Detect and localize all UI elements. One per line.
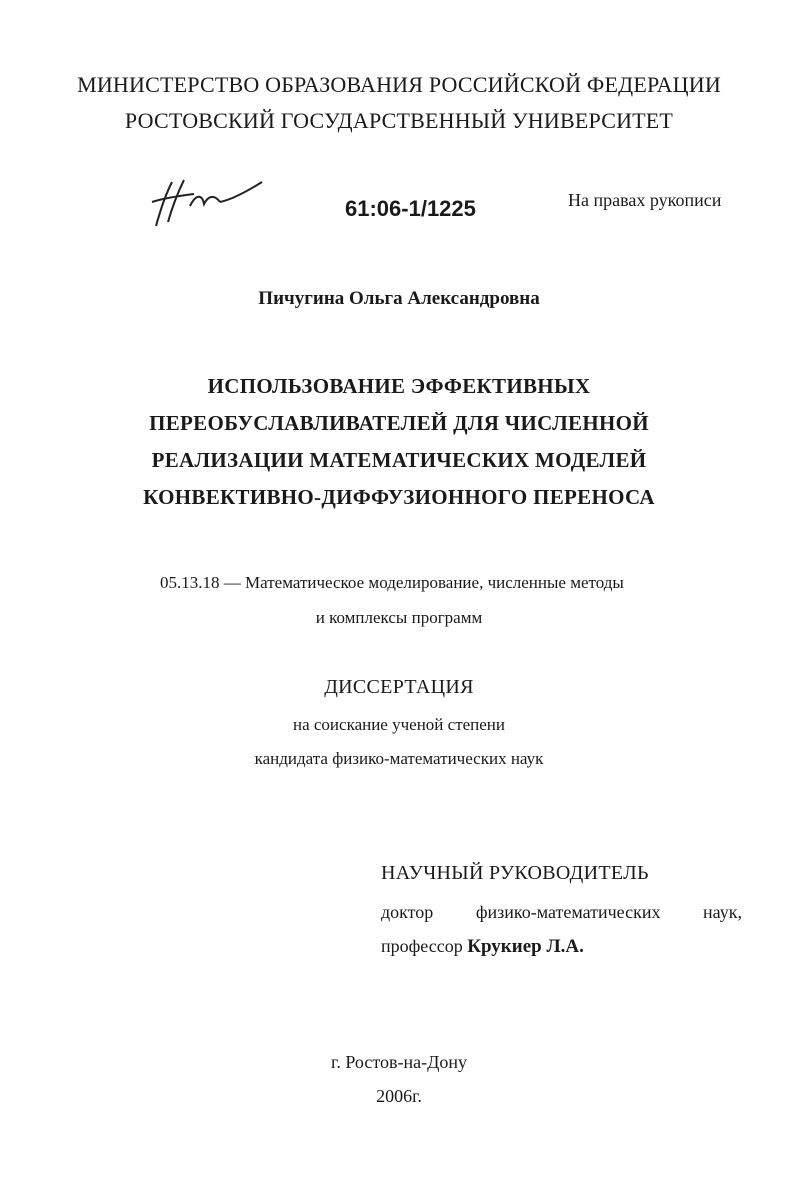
author-name: Пичугина Ольга Александровна (258, 288, 540, 309)
specialty-line-2: и комплексы программ (315, 608, 483, 627)
catalog-code: 61:06-1/1225 (345, 196, 476, 221)
degree-line-2: кандидата физико-математических наук (254, 749, 544, 768)
year: 2006г. (376, 1086, 422, 1106)
title-line: РЕАЛИЗАЦИИ МАТЕМАТИЧЕСКИХ МОДЕЛЕЙ (151, 448, 647, 472)
university-name: РОСТОВСКИЙ ГОСУДАРСТВЕННЫЙ УНИВЕРСИТЕТ (124, 108, 674, 133)
supervisor-heading: НАУЧНЫЙ РУКОВОДИТЕЛЬ (381, 862, 649, 884)
degree-word: наук, (703, 902, 742, 922)
rights-note: На правах рукописи (568, 190, 722, 210)
title-line: ИСПОЛЬЗОВАНИЕ ЭФФЕКТИВНЫХ (207, 374, 591, 398)
supervisor-title: профессор (381, 936, 463, 956)
title-line: ПЕРЕОБУСЛАВЛИВАТЕЛЕЙ ДЛЯ ЧИСЛЕННОЙ (149, 411, 649, 435)
dissertation-heading: ДИССЕРТАЦИЯ (324, 676, 474, 698)
degree-word: физико-математических (475, 902, 661, 922)
specialty-line-1: 05.13.18 — Математическое моделирование, численные методы (160, 573, 624, 592)
supervisor-title-line (381, 936, 584, 958)
title-line: КОНВЕКТИВНО-ДИФФУЗИОННОГО ПЕРЕНОСА (143, 485, 655, 509)
supervisor-degree (381, 902, 742, 923)
city: г. Ростов-на-Дону (330, 1052, 467, 1072)
handwritten-signature (150, 172, 270, 232)
supervisor-name: Крукиер Л.А. (467, 936, 584, 957)
ministry-name: МИНИСТЕРСТВО ОБРАЗОВАНИЯ РОССИЙСКОЙ ФЕДЕРАЦИИ (77, 72, 721, 97)
degree-word: доктор (381, 902, 434, 922)
degree-line-1: на соискание ученой степени (292, 715, 506, 734)
